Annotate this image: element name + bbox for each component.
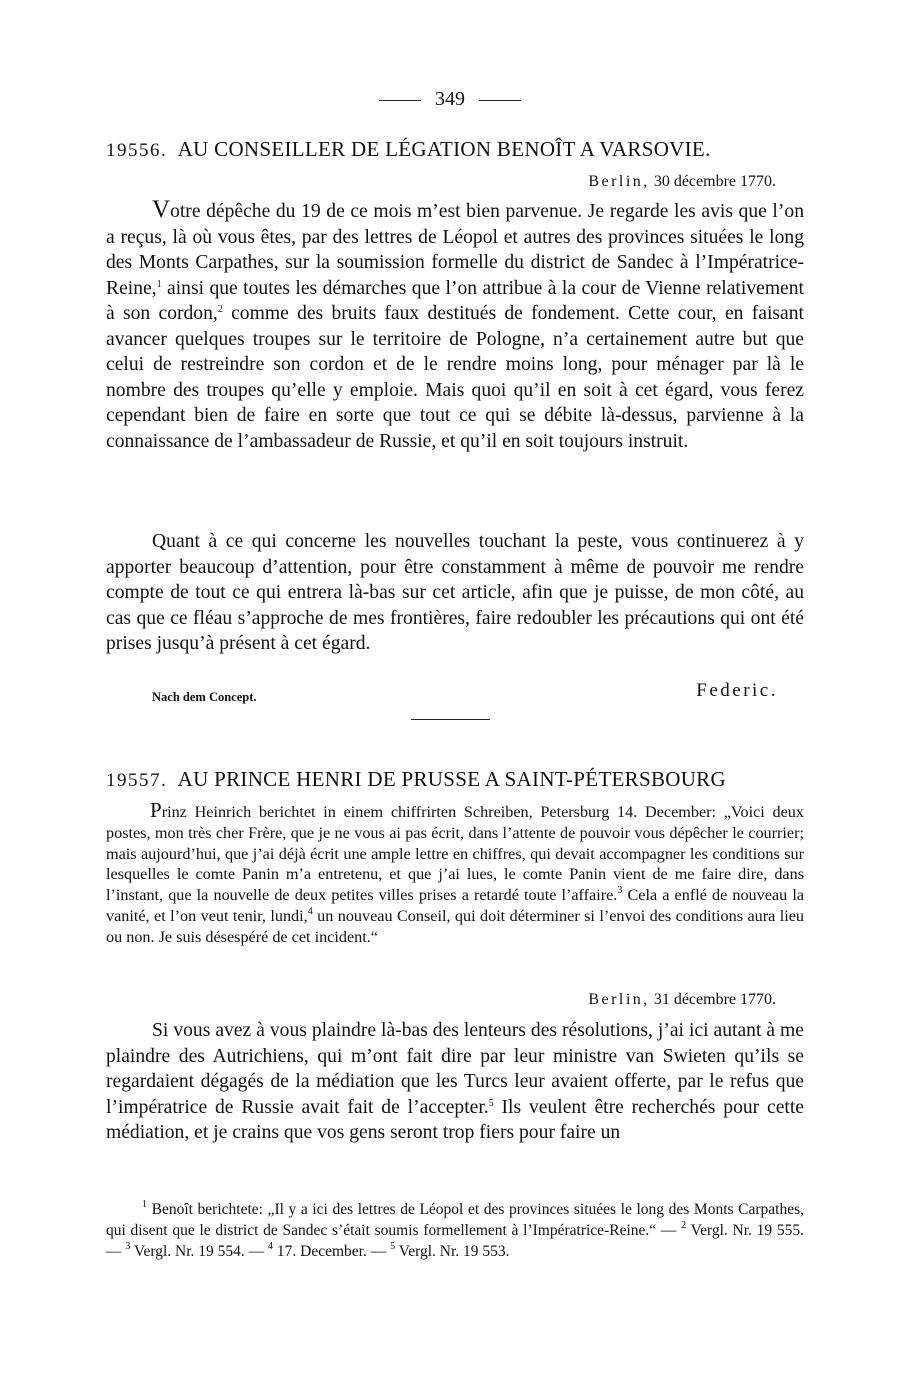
footnote-marker: 3 (125, 1240, 131, 1252)
letter-summary (106, 800, 804, 948)
letter-title: AU PRINCE HENRI DE PRUSSE A SAINT-PÉTERSBOURG (177, 767, 726, 791)
paragraph-text: otre dépêche du 19 de ce mois m’est bien parvenue. Je regarde les avis que l’on a reçus, là où vous êtes, par des lettres de Léopol et autres des provinces situées le long des Monts Carpathes, sur la soumission formelle du district de Sandec à l’Impératrice-Reine, (106, 201, 804, 299)
footnote-ref[interactable]: 2 (217, 304, 223, 315)
letter-dateline (588, 991, 776, 1009)
page-number-dash-right (479, 100, 521, 101)
footnote-marker: 2 (681, 1219, 687, 1231)
footnote-text: Benoît berichtete: „Il y a ici des lettres de Léopol et des provinces situées le long des Monts Carpathes, qui disent que le district de Sandec s’était soumis formellement à l’Impératrice-Reine.“ — (106, 1201, 804, 1239)
summary-text: rinz Heinrich berichtet in einem chiffrirten Schreiben, Petersburg 14. December: „Voici deux postes, mon très cher Frère, que je ne vous ai pas écrit, dans l’attente de pouvoir vous dépêcher le courrier; mais aujourd’hui, que j’ai déjà écrit une ample lettre en chiffres, qui devait accompagner les conditions sur lesquelles le comte Panin m’a entretenu, et que j’ai lues, le comte Panin vient de me faire dire, dans l’instant, que la nouvelle de deux petites villes prises a retardé toute l’affaire. (106, 803, 804, 905)
section-divider (411, 719, 490, 720)
letter-paragraph (106, 197, 804, 454)
footnote-marker: 1 (142, 1199, 147, 1210)
letter-heading-19556 (106, 137, 806, 162)
letter-dateline (588, 173, 776, 191)
paragraph-text: Ils veulent être recherchés pour cette médiation, et je crains que vos gens seront trop fiers pour faire un (106, 1096, 804, 1143)
dateline-date: 31 décembre 1770. (653, 991, 776, 1008)
letter-number: 19556. (106, 140, 168, 161)
footnote-ref[interactable]: 4 (307, 905, 313, 917)
paragraph-text: comme des bruits faux destitués de fondement. Cette cour, en faisant avancer quelques troupes sur le territoire de Pologne, n’a certainement autre but que celui de restreindre son cordon et de le rendre moins long, pour ménager par là le nombre des troupes qu’elle y emploie. Mais quoi qu’il en soit à cet égard, vous ferez cependant bien de faire en sorte que tout ce qui se débite là-dessus, parvienne à la connaissance de l’ambassadeur de Russie, et qu’il en soit toujours instruit. (106, 303, 804, 452)
footnote-text: Vergl. Nr. 19 553. (398, 1242, 510, 1260)
signature: Federic. (696, 680, 778, 701)
source-note: Nach dem Concept. (152, 690, 257, 704)
dateline-date: 30 décembre 1770. (653, 173, 776, 190)
footnote-text: 17. December. — (276, 1242, 387, 1260)
footnote-text: Vergl. Nr. 19 554. — (133, 1242, 265, 1260)
footnote-ref[interactable]: 3 (617, 885, 623, 897)
dateline-place: Berlin, (588, 991, 650, 1008)
footnote-ref[interactable]: 1 (156, 278, 162, 290)
footnote-ref[interactable]: 5 (488, 1097, 494, 1109)
drop-initial: P (150, 798, 162, 822)
summary-text: Cela a enflé de nouveau la vanité, et l’on veut tenir, lundi, (106, 886, 804, 925)
footnote-text: Vergl. Nr. 19 555. — (106, 1221, 805, 1260)
letter-title: AU CONSEILLER DE LÉGATION BENOÎT A VARSOVIE. (177, 137, 711, 161)
page-number-dash-left (379, 100, 421, 101)
paragraph-text: ainsi que toutes les démarches que l’on attribue à la cour de Vienne relativement à son cordon, (106, 277, 804, 324)
letter-number: 19557. (106, 770, 168, 791)
page-number: 349 (435, 88, 465, 110)
letter-paragraph (106, 1018, 804, 1146)
page-number-line (0, 88, 900, 111)
paragraph-text: Si vous avez à vous plaindre là-bas des lenteurs des résolutions, j’ai ici autant à me plaindre des Autrichiens, qui m’ont fait dire par leur ministre van Swieten qu’ils se regardaient dégagés de la médiation que les Turcs leur avaient offerte, par le refus que l’impératrice de Russie avait fait de l’accepter. (106, 1020, 804, 1118)
footnote-marker: 4 (268, 1240, 274, 1252)
paragraph-text: Quant à ce qui concerne les nouvelles touchant la peste, vous continuerez à y apporter beaucoup d’attention, pour être constamment à même de pouvoir me rendre compte de tout ce qui entrera là-bas sur cet article, afin que je puisse, de mon côté, au cas que ce fléau s’approche de mes frontières, faire redoubler les précautions qui ont été prises jusqu’à présent à cet égard. (106, 531, 804, 654)
footnotes (106, 1200, 804, 1262)
footnote-marker: 5 (390, 1240, 396, 1252)
drop-initial: V (152, 196, 171, 223)
summary-text: un nouveau Conseil, qui doit déterminer si l’envoi des conditions aura lieu ou non. Je suis désespéré de cet incident.“ (106, 906, 804, 946)
dateline-place: Berlin, (588, 173, 650, 190)
letter-heading-19557 (106, 767, 806, 792)
letter-paragraph (106, 529, 804, 657)
